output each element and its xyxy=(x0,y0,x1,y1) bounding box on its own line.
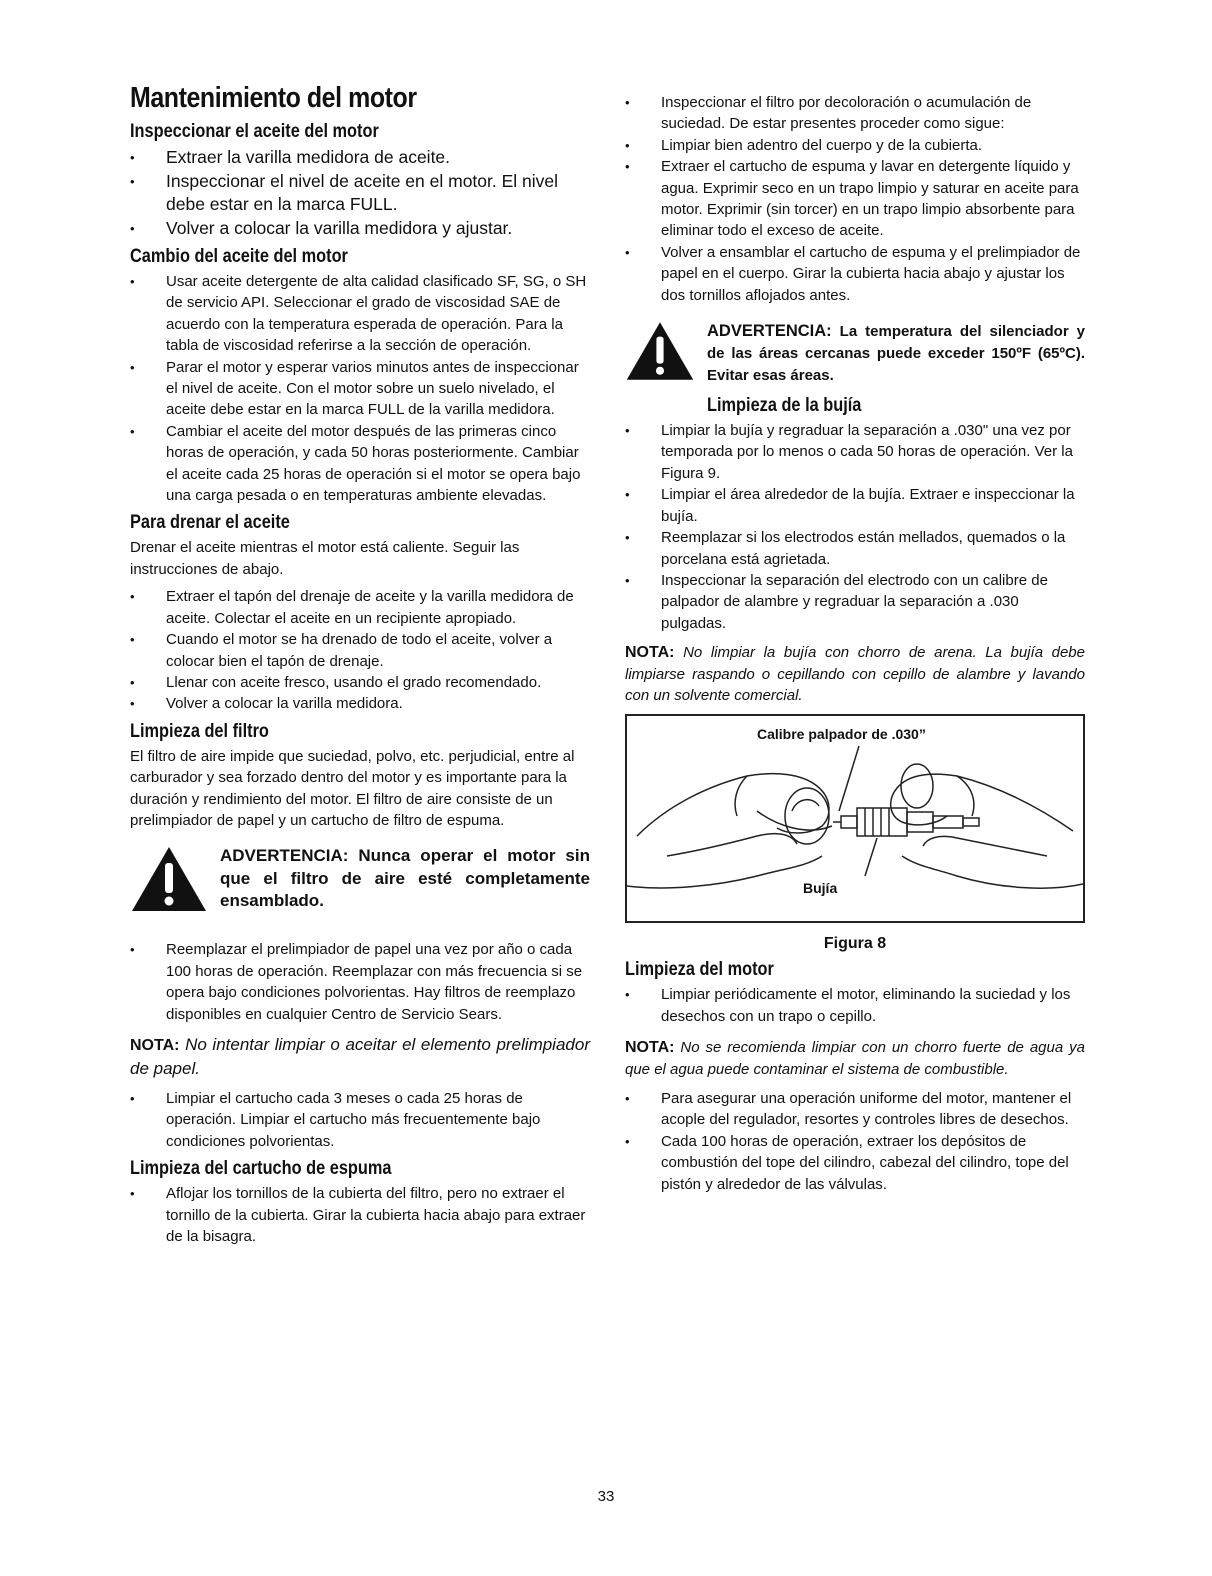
page-number: 33 xyxy=(597,1488,615,1505)
note-text: No intentar limpiar o aceitar el elemento prelimpiador de papel. xyxy=(130,1034,590,1078)
list-item: • Volver a colocar la varilla medidora. xyxy=(130,693,590,714)
warning-triangle-icon xyxy=(130,845,208,913)
right-column xyxy=(625,92,1085,1195)
warning-air-filter xyxy=(130,845,590,913)
heading-inspect-oil: Inspeccionar el aceite del motor xyxy=(130,121,379,142)
heading-engine-cleaning: Limpieza del motor xyxy=(625,959,774,981)
list-item: • Parar el motor y esperar varios minutos antes de inspeccionar el nivel de aceite. Con el motor sobre un suelo nivelado, el aceite debe estar en la marca FULL de la varilla medidora. xyxy=(130,357,590,421)
list-filter-2 xyxy=(130,1088,590,1152)
note-water-jet xyxy=(625,1037,1085,1080)
figure-spark-plug-gauge xyxy=(625,714,1085,923)
list-drain-oil xyxy=(130,586,590,714)
warning-triangle-icon xyxy=(625,320,695,382)
left-column xyxy=(130,82,590,1247)
list-item: • Inspeccionar el filtro por decoloración o acumulación de suciedad. De estar presentes proceder como sigue: xyxy=(625,92,1085,135)
heading-oil-change: Cambio del aceite del motor xyxy=(130,246,348,267)
list-item: • Volver a ensamblar el cartucho de espuma y el prelimpiador de papel en el cuerpo. Girar la cubierta hacia abajo y ajustar los dos tornillos aflojados antes. xyxy=(625,242,1085,306)
label-feeler-gauge: Calibre palpador de .030” xyxy=(757,726,926,743)
label-spark-plug: Bujía xyxy=(803,880,838,897)
list-item: • Limpiar bien adentro del cuerpo y de la cubierta. xyxy=(625,135,1085,156)
note-prefilter xyxy=(130,1033,590,1080)
list-item: • Inspeccionar la separación del electrodo con un calibre de palpador de alambre y regraduar la separación a .030 pulgadas. xyxy=(625,570,1085,634)
list-engine-cleaning-2 xyxy=(625,1088,1085,1195)
list-item: • Limpiar periódicamente el motor, eliminando la suciedad y los desechos con un trapo o cepillo. xyxy=(625,984,1085,1027)
list-item: • Extraer la varilla medidora de aceite. xyxy=(130,146,590,170)
list-item: • Reemplazar si los electrodos están mellados, quemados o la porcelana está agrietada. xyxy=(625,527,1085,570)
list-foam xyxy=(130,1183,590,1247)
list-item: • Para asegurar una operación uniforme del motor, mantener el acople del regulador, resortes y controles libres de desechos. xyxy=(625,1088,1085,1131)
warning-muffler xyxy=(625,320,1085,387)
list-item: • Cuando el motor se ha drenado de todo el aceite, volver a colocar bien el tapón de drenaje. xyxy=(130,629,590,672)
heading-drain-oil: Para drenar el aceite xyxy=(130,512,290,534)
list-item: • Aflojar los tornillos de la cubierta del filtro, pero no extraer el tornillo de la cubierta. Girar la cubierta hacia abajo para extraer de la bisagra. xyxy=(130,1183,590,1247)
filter-intro: El filtro de aire impide que suciedad, polvo, etc. perjudicial, entre al carburador y sea forzado dentro del motor y es importante para la duración y rendimiento del motor. El filtro de aire consiste de un prelimpiador de papel y un cartucho de filtro de espuma. xyxy=(130,747,575,829)
list-item: • Limpiar la bujía y regraduar la separación a .030" una vez por temporada por lo menos o cada 50 horas de operación. Ver la Figura 9. xyxy=(625,420,1085,484)
list-item: • Limpiar el área alrededor de la bujía. Extraer e inspeccionar la bujía. xyxy=(625,484,1085,527)
list-item: • Cambiar el aceite del motor después de las primeras cinco horas de operación, y cada 50 horas posteriormente. Cambiar el aceite cada 25 horas de operación si el motor se opera bajo una carga pesada o en temperaturas ambiente elevadas. xyxy=(130,421,590,507)
list-spark-plug xyxy=(625,420,1085,634)
list-item: • Cada 100 horas de operación, extraer los depósitos de combustión del tope del cilindro, cabezal del cilindro, tope del pistón y alrededor de las válvulas. xyxy=(625,1131,1085,1195)
note-label: NOTA: xyxy=(625,1039,675,1057)
list-item: • Llenar con aceite fresco, usando el grado recomendado. xyxy=(130,672,590,693)
figure-caption: Figura 8 xyxy=(823,935,887,953)
heading-filter-cleaning: Limpieza del filtro xyxy=(130,720,269,742)
list-item: • Limpiar el cartucho cada 3 meses o cada 25 horas de operación. Limpiar el cartucho más frecuentemente bajo condiciones polvorientas. xyxy=(130,1088,590,1152)
list-item: • Usar aceite detergente de alta calidad clasificado SF, SG, o SH de servicio API. Seleccionar el grado de viscosidad SAE de acuerdo con la temperatura esperada de operación. Para la tabla de viscosidad referirse a la sección de operación. xyxy=(130,271,590,357)
spark-plug-gauge-illustration xyxy=(627,716,1083,917)
note-text: No limpiar la bujía con chorro de arena. La bujía debe limpiarse raspando o cepillando con cepillo de alambre y lavando con un solvente comercial. xyxy=(625,644,1085,704)
list-oil-change xyxy=(130,271,590,506)
list-filter xyxy=(130,939,590,1025)
warning-label: ADVERTENCIA: xyxy=(220,846,349,866)
list-foam-continued xyxy=(625,92,1085,306)
drain-intro: Drenar el aceite mientras el motor está caliente. Seguir las instrucciones de abajo. xyxy=(130,539,520,578)
page-title: Mantenimiento del motor xyxy=(130,82,417,114)
warning-text: Nunca operar el motor sin que el filtro de aire esté completamente ensamblado. xyxy=(220,846,590,911)
list-item: • Volver a colocar la varilla medidora y ajustar. xyxy=(130,217,590,241)
note-label: NOTA: xyxy=(625,644,675,662)
list-inspect-oil xyxy=(130,146,590,240)
warning-label: ADVERTENCIA: xyxy=(707,322,832,341)
heading-spark-plug: Limpieza de la bujía xyxy=(707,395,862,417)
list-item: • Inspeccionar el nivel de aceite en el motor. El nivel debe estar en la marca FULL. xyxy=(130,170,590,217)
warning-text: La temperatura del silenciador y de las áreas cercanas puede exceder 150ºF (65ºC). Evitar esas áreas. xyxy=(707,323,1085,385)
note-sandblast xyxy=(625,642,1085,706)
list-item: • Extraer el cartucho de espuma y lavar en detergente líquido y agua. Exprimir seco en un trapo limpio y saturar en aceite para motor. Exprimir (sin torcer) en un trapo limpio absorbente para eliminar todo el exceso de aceite. xyxy=(625,156,1085,242)
note-label: NOTA: xyxy=(130,1036,180,1054)
note-text: No se recomienda limpiar con un chorro fuerte de agua ya que el agua puede contaminar el sistema de combustible. xyxy=(625,1039,1085,1078)
list-engine-cleaning xyxy=(625,984,1085,1027)
list-item: • Extraer el tapón del drenaje de aceite y la varilla medidora de aceite. Colectar el aceite en un recipiente apropiado. xyxy=(130,586,590,629)
list-item: • Reemplazar el prelimpiador de papel una vez por año o cada 100 horas de operación. Reemplazar con más frecuencia si se opera bajo condiciones polvorientas. Hay filtros de reemplazo disponibles en cualquier Centro de Servicio Sears. xyxy=(130,939,590,1025)
heading-foam-cleaning: Limpieza del cartucho de espuma xyxy=(130,1158,392,1180)
